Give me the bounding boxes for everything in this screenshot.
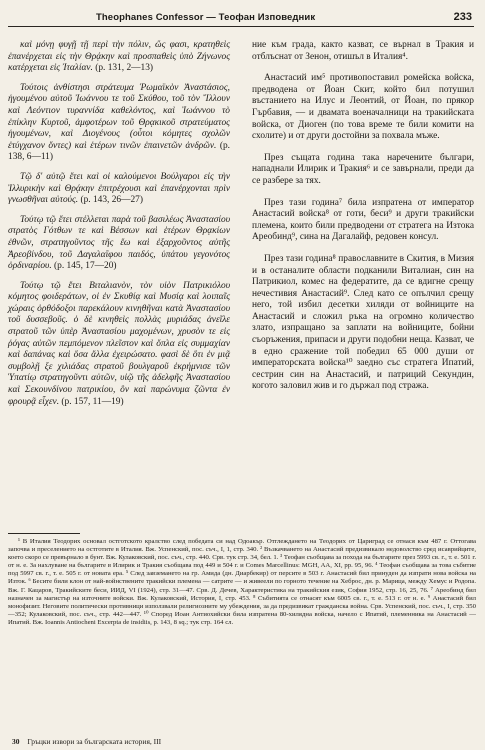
greek-passage: καὶ μόνῃ φυγῇ τῇ περὶ τὴν πόλιν, ὥς φασι, κρατηθεὶς ἐπανέρχεται εἰς τὴν Θρᾴκην καὶ προσπαθεὶς ὑπὸ Ζήνωνος κατέρχεται εἰς Ἰταλίαν. (p. 131, 2—13) [8, 40, 230, 74]
signature-number: 30 [12, 737, 20, 746]
greek-text-column [8, 40, 230, 416]
translation-paragraph: През същата година така наречените българи, нападнали Илирик и Тракия⁶ и се завърнали, преди да се разбере за тях. [252, 152, 474, 186]
footnotes [8, 538, 476, 627]
passage-reference: (p. 131, 2—13) [95, 63, 154, 74]
translation-paragraph: През тази година⁸ православните в Скития, в Мизия и в останалите области подканили Виталиан, син на Патрикиол, комес на федератите, да се вдигне срещу нечестивия Анастасий⁹. След като се опълчил срещу него, той избил десетки хиляди от войниците на Анастасий и сложил ръка на огромно количество злато, изпращано за заплати на войниците, бойни съоръжения, припаси и други подобни неща. Казват, че в едно сражение той победил 65 000 души от императорската войска¹⁰ заедно със стратега Ипатий, сестрин син на Анастасий, и патриций Секундин, когото заловил жив и го държал под стража. [252, 253, 474, 392]
greek-passage: Τούτῳ τῷ ἔτει στέλλεται παρὰ τοῦ βασιλέως Ἀναστασίου στρατὸς Γότθων τε καὶ Βέσσων καὶ ἑτέρων Θρᾳκίων ἐθνῶν, στρατηγοῦντος τῆς ἕω καὶ ἐξαρχοῦντος αὐτῆς Ἀρεοβίνδου, τοῦ Δαγαλαΐφου παιδός, ὑπάτου γεγονότος ὀρδιναρίου. (p. 145, 17—20) [8, 214, 230, 272]
translation-paragraph: ние към града, както казват, се върнал в Тракия и отблъснат от Зенон, отишъл в Италия⁴. [252, 40, 474, 62]
passage-reference: (p. 145, 17—20) [54, 261, 117, 272]
passage-reference: (p. 143, 26—27) [80, 195, 143, 206]
greek-passage: Τῷ δ' αὐτῷ ἔτει καὶ οἱ καλούμενοι Βούλγαροι εἰς τὴν Ἰλλυρικὴν καὶ Θρᾴκην ἐπιτρέχουσι καὶ ἐπανέρχονται πρὶν γνωσθῆναι αὐτούς. (p. 143, 26—27) [8, 171, 230, 206]
greek-passage: Τούτοις ἀνθίστησι στράτευμα Ῥωμαϊκὸν Ἀναστάσιος, ἡγουμένου αὐτοῦ Ἰωάννου τε τοῦ Σκύθου, τοῦ τὸν Ἴλλουν καὶ Λεόντιον τυραννίδα καθελόντος, καὶ Ἰωάννου τὸ ἐπίκλην Κυρτοῦ, ἀμφοτέρων τοῦ Θρᾳκικοῦ στρατεύματος ἡγουμένων, καὶ Διογένους (οὗτοι κόμητες σχολῶν ἐτύγχανον ὄντες) καὶ ἑτέρων τινῶν ἐπαινετῶν ἀνδρῶν. (p. 138, 6—11) [8, 82, 231, 163]
translation-paragraph: През тази година⁷ била изпратена от император Анастасий войска⁸ от готи, беси⁹ и други тракийски племена, които били предводени от стратега на Изтока Ареобинд⁹, сина на Дагалайф, редовен консул. [252, 197, 474, 243]
page-footer [12, 737, 161, 746]
running-header [8, 12, 474, 27]
passage-reference: (p. 157, 11—19) [61, 396, 124, 407]
translation-paragraph: Анастасий им⁵ противопоставил ромейска войска, предводена от Йоан Скит, който бил потушил въстанието на Илус и Леонтий, от Йоан, по прякор Гърбавия, — и двамата военачалници на тракийската войска, от Диоген (по това време те били комити на схолите) и от други достойни за похвала мъже. [252, 73, 474, 142]
bulgarian-translation-column [252, 40, 474, 403]
running-head-title: Theophanes Confessor — Теофан Изповедник [96, 12, 316, 23]
greek-passage: Τούτῳ τῷ ἔτει Βιταλιανὸν, τὸν υἱὸν Πατρικιόλου κόμητος φοιδεράτων, οἱ ἐν Σκυθίᾳ καὶ Μυσίᾳ καὶ λοιπαῖς χώραις ὀρθόδοξοι παρεκάλουν κινηθῆναι κατὰ Ἀναστασίου τοῦ δυσσεβοῦς. ὁ δὲ κινηθεὶς πολλὰς μυριάδας ἀνεῖλε στρατοῦ τῶν ὑπὲρ Ἀναστασίου μαχομένων, χρυσὸν τε εἰς ῥόγας αὐτῶν πεμπόμενον πλεῖστον καὶ ὅπλα εἰς συμμαχίαν καὶ δαπάνας καὶ ὅσα ἄλλα ἐχειρώσατο. φασὶ δὲ ὅτι ἐν μιᾷ συμβολῇ ξε χιλιάδας στρατοῦ βουλγαροῦ ἐκρήμνισε τῶν Ὑπατίῳ στρατηγοῦντι αὐτῶν, υἱῷ τῆς ἀδελφῆς Ἀναστασίου καὶ Σεκουνδίνου πατρικίου, ὃν καὶ παρώνυμα ζῶντα ἐν φρουρᾷ εἶχεν. (p. 157, 11—19) [8, 280, 230, 407]
footnote-block: ¹ В Италия Теодорих основал остготското кралство след победата си над Одоакър. Отглеждането на Теодорих от Цариград се отнася към 487 г. Оттогава започва и преселението на остготите в Италия. Вж. Успенский, пос. съч., I, 1, стр. 340. ² Възкачването на Анастасий предизвикало недоволство сред исаврийците, което скоро се превърнало в бунт. Вж. Кулаковский, пос. съч., стр. 440. Срв. тук стр. 34, бел. 1. ³ Теофан съобщава за похода на българите през 5993 св. г., т. е. 501 г. от н. е. За нахлуване на българите в Илирик и Тракия съобщава под 449 и 504 г. и Comes Marcellinus: MGH, AA, XI, pp. 95, 96. ⁴ Теофан съобщава за това събитие под 5997 св. г., т. е. 505 г. от новата ера. ⁵ След завземането на гр. Амида (дн. Диарбекир) от персите в 503 г. Анастасий бил принуден да изпрати нова войска на Изток. ⁶ Бесите били клон от най-войнствените тракийски племена — сатрите — и живеели по горното течение на Хеброс, дн. р. Марица, между Хемус и Родопа. Вж. Г. Кацаров, Тракийските беси, ИИД, VI (1924), стр. 31—47. Срв. Д. Дечев, Характеристика на тракийския език, София 1952, стр. 16, 25, 76. ⁷ Ареобинд бил назначен за магистър на източните войски. Вж. Кулаковский, История, I, стр. 453. ⁸ Събитията се отнасят към 6005 св. г., т. е. 513 г. от н. е. ⁹ Анастасий бил монофизит. Неговите политически противници използвали религиозните му убеждения, за да предизвикат гражданска война. Срв. Успенский, пос. съч., I, стр. 350—352; Кулаковский, пос. съч., стр. 442—447. ¹⁰ Според Иоан Антиохийски била изпратена 80-хилядна войска, начело с Ипатий, племенника на Анастасий — Ипатий. Вж. Ioannis Antiocheni Excerpta de insidiis, p. 143, 8 sq.; тук стр. 164 сл. [8, 538, 476, 626]
passage-reference: (p. 138, 6—11) [8, 140, 231, 163]
book-title: Гръцки извори за българската история, III [27, 737, 162, 746]
page-number: 233 [453, 11, 472, 23]
footnote-divider [8, 533, 80, 534]
